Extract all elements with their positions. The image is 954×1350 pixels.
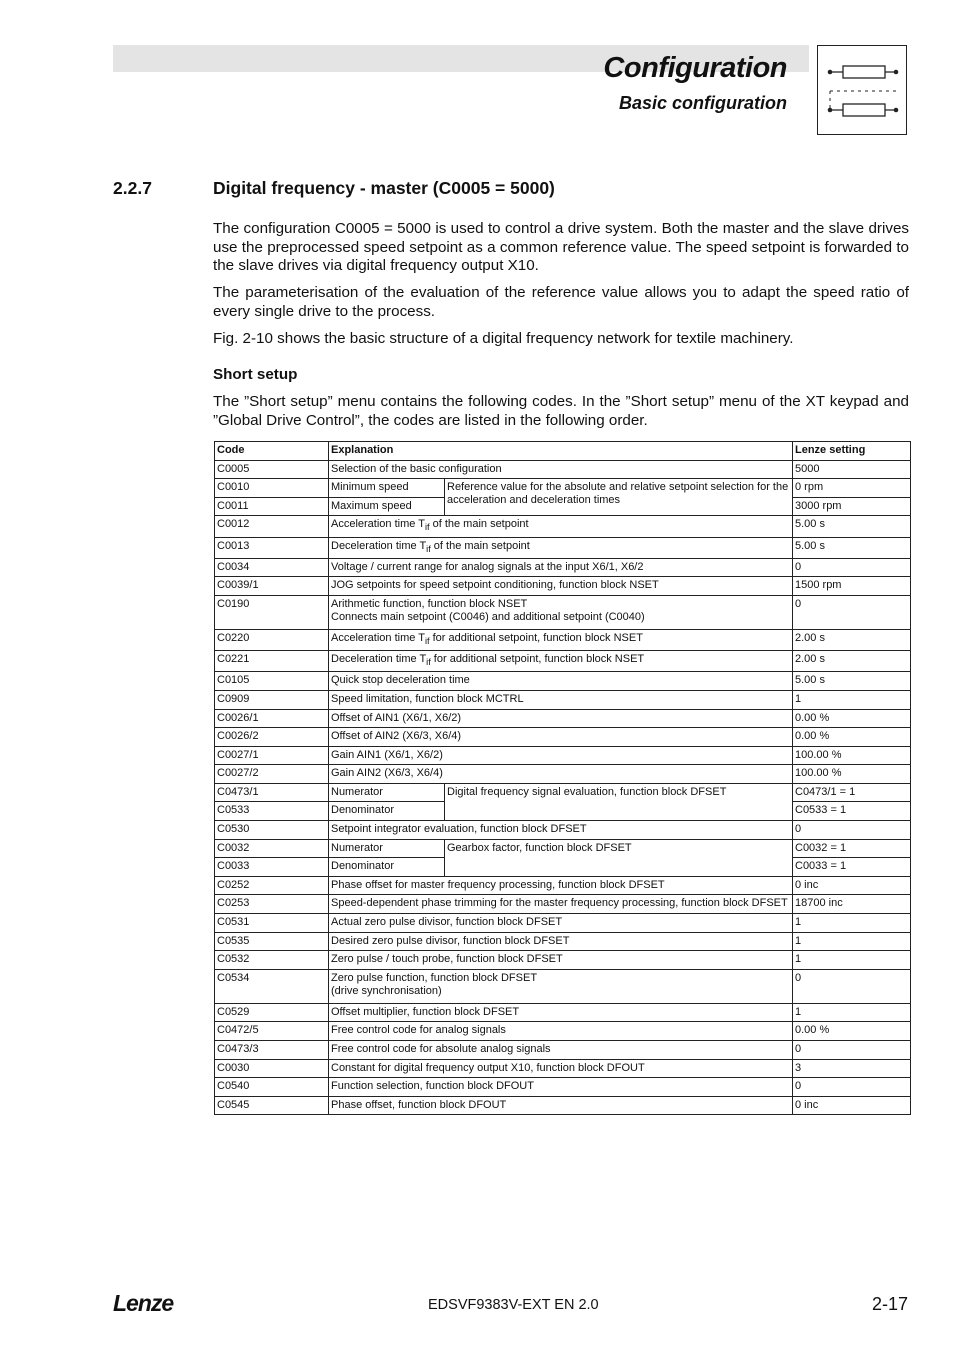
- table-row: [215, 558, 911, 577]
- explanation-text: for additional setpoint, function block NSET: [430, 653, 645, 666]
- explanation-cell: Numerator: [329, 839, 445, 858]
- explanation-cell: Denominator: [329, 802, 445, 821]
- lenze-setting-cell: 5000: [793, 460, 911, 479]
- lenze-setting-cell: C0533 = 1: [793, 802, 911, 821]
- table-row: [215, 932, 911, 951]
- lenze-setting-cell: 0: [793, 969, 911, 1003]
- short-setup-text: The ”Short setup” menu contains the following codes. In the ”Short setup” menu of the XT keypad and ”Global Drive Control”, the codes are listed in the following order.: [213, 393, 909, 429]
- paragraph: The parameterisation of the evaluation of the reference value allows you to adapt the speed ratio of every single drive to the process.: [213, 284, 909, 320]
- explanation-line: Zero pulse function, function block DFSET: [331, 971, 538, 984]
- table-header-row: [215, 442, 911, 461]
- explanation-cell: [329, 537, 793, 558]
- paragraph: The configuration C0005 = 5000 is used to control a drive system. Both the master and the slave drives use the preprocessed speed setpoint as a common reference value. The speed setpoint is forwarded to the slave drives via digital frequency output X10.: [213, 220, 909, 274]
- table-row: [215, 839, 911, 858]
- table-row: [215, 537, 911, 558]
- table-row: [215, 1059, 911, 1078]
- explanation-cell: Denominator: [329, 858, 445, 877]
- group-note-cell: Digital frequency signal evaluation, function block DFSET: [445, 783, 793, 820]
- code-cell: C0011: [215, 497, 329, 516]
- lenze-setting-cell: 5.00 s: [793, 516, 911, 537]
- page-title: Configuration: [603, 52, 787, 84]
- lenze-setting-cell: 0.00 %: [793, 1022, 911, 1041]
- explanation-cell: Speed-dependent phase trimming for the master frequency processing, function block DFSET: [329, 895, 793, 914]
- lenze-setting-cell: 0: [793, 821, 911, 840]
- code-cell: C0535: [215, 932, 329, 951]
- code-cell: C0105: [215, 672, 329, 691]
- code-cell: C0220: [215, 629, 329, 650]
- explanation-cell: JOG setpoints for speed setpoint conditioning, function block NSET: [329, 577, 793, 596]
- table-row: [215, 895, 911, 914]
- explanation-cell: Phase offset, function block DFOUT: [329, 1096, 793, 1115]
- paragraph: Fig. 2-10 shows the basic structure of a digital frequency network for textile machinery.: [213, 330, 794, 347]
- explanation-cell: [329, 969, 793, 1003]
- subscript-text: if: [424, 522, 430, 533]
- codes-table: [214, 441, 911, 1115]
- lenze-setting-cell: 0 inc: [793, 876, 911, 895]
- table-row: [215, 821, 911, 840]
- explanation-cell: [329, 629, 793, 650]
- explanation-cell: [329, 516, 793, 537]
- explanation-text: Acceleration time T: [331, 518, 425, 531]
- explanation-cell: Zero pulse / touch probe, function block DFSET: [329, 951, 793, 970]
- code-cell: C0030: [215, 1059, 329, 1078]
- code-cell: C0190: [215, 595, 329, 629]
- document-id: EDSVF9383V-EXT EN 2.0: [428, 1297, 599, 1313]
- table-row: [215, 479, 911, 498]
- explanation-text: for additional setpoint, function block NSET: [429, 631, 643, 644]
- lenze-setting-cell: 5.00 s: [793, 537, 911, 558]
- table-row: [215, 1003, 911, 1022]
- code-cell: C0909: [215, 690, 329, 709]
- code-cell: C0530: [215, 821, 329, 840]
- lenze-setting-cell: 3: [793, 1059, 911, 1078]
- explanation-cell: Quick stop deceleration time: [329, 672, 793, 691]
- explanation-text: Deceleration time T: [331, 653, 427, 666]
- explanation-cell: Desired zero pulse divisor, function block DFSET: [329, 932, 793, 951]
- explanation-cell: Constant for digital frequency output X10, function block DFOUT: [329, 1059, 793, 1078]
- code-cell: C0033: [215, 858, 329, 877]
- code-cell: C0005: [215, 460, 329, 479]
- configuration-diagram-icon: [817, 45, 907, 135]
- lenze-setting-cell: 0: [793, 595, 911, 629]
- code-cell: C0012: [215, 516, 329, 537]
- explanation-cell: Speed limitation, function block MCTRL: [329, 690, 793, 709]
- table-row: [215, 460, 911, 479]
- lenze-setting-cell: 2.00 s: [793, 651, 911, 672]
- code-cell: C0010: [215, 479, 329, 498]
- lenze-setting-cell: 1: [793, 1003, 911, 1022]
- table-row: [215, 914, 911, 933]
- table-row: [215, 783, 911, 802]
- explanation-cell: Gain AIN1 (X6/1, X6/2): [329, 746, 793, 765]
- lenze-setting-cell: 1: [793, 951, 911, 970]
- table-row: [215, 577, 911, 596]
- subscript-text: if: [424, 636, 430, 647]
- table-row: [215, 629, 911, 650]
- lenze-setting-cell: 3000 rpm: [793, 497, 911, 516]
- code-cell: C0039/1: [215, 577, 329, 596]
- header-explanation: Explanation: [329, 442, 793, 461]
- lenze-setting-cell: C0473/1 = 1: [793, 783, 911, 802]
- lenze-setting-cell: 0 rpm: [793, 479, 911, 498]
- lenze-setting-cell: 0: [793, 1041, 911, 1060]
- code-cell: C0026/2: [215, 728, 329, 747]
- table-row: [215, 765, 911, 784]
- explanation-cell: Gain AIN2 (X6/3, X6/4): [329, 765, 793, 784]
- table-row: [215, 709, 911, 728]
- code-cell: C0532: [215, 951, 329, 970]
- lenze-setting-cell: 1: [793, 932, 911, 951]
- header-code: Code: [215, 442, 329, 461]
- code-cell: C0473/1: [215, 783, 329, 802]
- lenze-setting-cell: 0: [793, 1078, 911, 1097]
- lenze-setting-cell: 0: [793, 558, 911, 577]
- explanation-cell: Numerator: [329, 783, 445, 802]
- table-row: [215, 516, 911, 537]
- lenze-setting-cell: 18700 inc: [793, 895, 911, 914]
- explanation-cell: Minimum speed: [329, 479, 445, 498]
- explanation-cell: Offset of AIN1 (X6/1, X6/2): [329, 709, 793, 728]
- page-subtitle: Basic configuration: [618, 93, 787, 113]
- code-cell: C0545: [215, 1096, 329, 1115]
- lenze-setting-cell: 100.00 %: [793, 765, 911, 784]
- explanation-cell: Free control code for absolute analog signals: [329, 1041, 793, 1060]
- lenze-setting-cell: 2.00 s: [793, 629, 911, 650]
- code-cell: C0533: [215, 802, 329, 821]
- table-row: [215, 969, 911, 1003]
- explanation-cell: Offset multiplier, function block DFSET: [329, 1003, 793, 1022]
- table-row: [215, 951, 911, 970]
- group-note-cell: Reference value for the absolute and relative setpoint selection for the acceleration and deceleration times: [445, 479, 793, 516]
- lenze-setting-cell: 1500 rpm: [793, 577, 911, 596]
- header-lenze-setting: Lenze setting: [793, 442, 911, 461]
- explanation-cell: Maximum speed: [329, 497, 445, 516]
- section-title: Digital frequency - master (C0005 = 5000): [213, 178, 555, 198]
- code-cell: C0253: [215, 895, 329, 914]
- group-note-cell: Gearbox factor, function block DFSET: [445, 839, 793, 876]
- code-cell: C0252: [215, 876, 329, 895]
- lenze-logo: Lenze: [113, 1290, 174, 1316]
- explanation-cell: [329, 595, 793, 629]
- lenze-setting-cell: 1: [793, 914, 911, 933]
- lenze-setting-cell: C0032 = 1: [793, 839, 911, 858]
- lenze-setting-cell: 5.00 s: [793, 672, 911, 691]
- code-cell: C0531: [215, 914, 329, 933]
- code-cell: C0013: [215, 537, 329, 558]
- lenze-setting-cell: 1: [793, 690, 911, 709]
- explanation-cell: Setpoint integrator evaluation, function block DFSET: [329, 821, 793, 840]
- table-row: [215, 672, 911, 691]
- code-cell: C0473/3: [215, 1041, 329, 1060]
- lenze-setting-cell: 0.00 %: [793, 709, 911, 728]
- table-row: [215, 746, 911, 765]
- subscript-text: if: [426, 543, 431, 554]
- table-row: [215, 1041, 911, 1060]
- table-row: [215, 1078, 911, 1097]
- code-cell: C0027/2: [215, 765, 329, 784]
- explanation-text: Acceleration time T: [331, 631, 425, 644]
- code-cell: C0529: [215, 1003, 329, 1022]
- code-cell: C0032: [215, 839, 329, 858]
- page-number: 2-17: [871, 1294, 908, 1314]
- explanation-text: of the main setpoint: [429, 518, 529, 531]
- table-row: [215, 651, 911, 672]
- section-number: 2.2.7: [113, 178, 152, 198]
- subscript-text: if: [426, 657, 431, 668]
- code-cell: C0026/1: [215, 709, 329, 728]
- code-cell: C0027/1: [215, 746, 329, 765]
- explanation-text: of the main setpoint: [430, 539, 530, 552]
- table-row: [215, 1096, 911, 1115]
- explanation-line: Arithmetic function, function block NSET: [331, 597, 528, 610]
- lenze-setting-cell: 0 inc: [793, 1096, 911, 1115]
- explanation-cell: Phase offset for master frequency processing, function block DFSET: [329, 876, 793, 895]
- explanation-cell: [329, 651, 793, 672]
- explanation-cell: Offset of AIN2 (X6/3, X6/4): [329, 728, 793, 747]
- table-row: [215, 1022, 911, 1041]
- table-row: [215, 690, 911, 709]
- table-row: [215, 876, 911, 895]
- explanation-cell: Function selection, function block DFOUT: [329, 1078, 793, 1097]
- explanation-cell: Actual zero pulse divisor, function block DFSET: [329, 914, 793, 933]
- explanation-cell: Selection of the basic configuration: [329, 460, 793, 479]
- lenze-setting-cell: 0.00 %: [793, 728, 911, 747]
- explanation-line: (drive synchronisation): [331, 984, 442, 997]
- code-cell: C0472/5: [215, 1022, 329, 1041]
- explanation-cell: Voltage / current range for analog signals at the input X6/1, X6/2: [329, 558, 793, 577]
- lenze-setting-cell: C0033 = 1: [793, 858, 911, 877]
- explanation-line: Connects main setpoint (C0046) and additional setpoint (C0040): [331, 610, 645, 623]
- lenze-setting-cell: 100.00 %: [793, 746, 911, 765]
- table-row: [215, 728, 911, 747]
- code-cell: C0034: [215, 558, 329, 577]
- table-row: [215, 595, 911, 629]
- code-cell: C0534: [215, 969, 329, 1003]
- explanation-text: Deceleration time T: [331, 539, 427, 552]
- explanation-cell: Free control code for analog signals: [329, 1022, 793, 1041]
- code-cell: C0540: [215, 1078, 329, 1097]
- code-cell: C0221: [215, 651, 329, 672]
- short-setup-heading: Short setup: [213, 366, 298, 383]
